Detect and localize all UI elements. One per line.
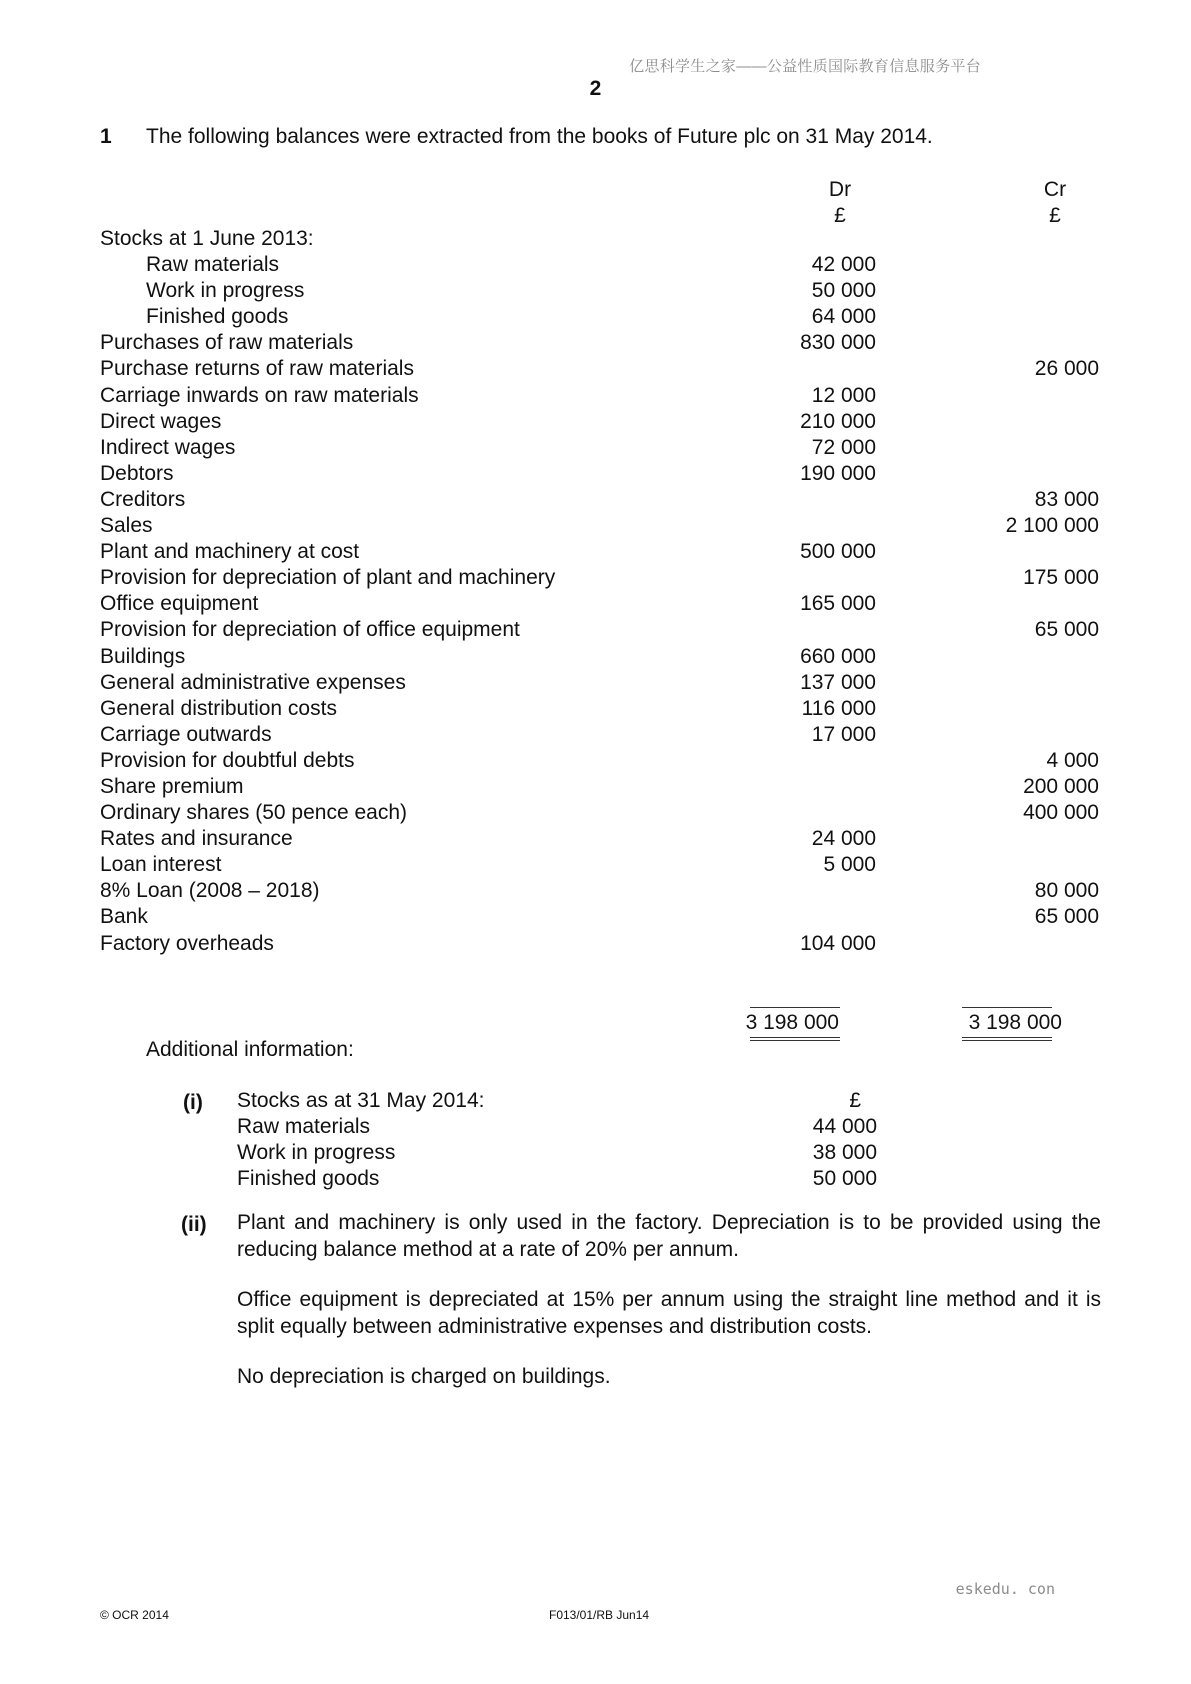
account-name: General distribution costs (100, 696, 337, 720)
debit-amount: 5 000 (823, 853, 876, 877)
table-row (100, 931, 1100, 957)
additional-info-heading: Additional information: (146, 1038, 354, 1061)
debit-amount: 660 000 (800, 644, 876, 668)
dr-total: 3 198 000 (745, 1011, 839, 1034)
debit-label: Dr (828, 178, 852, 201)
debit-amount: 116 000 (801, 696, 876, 720)
question-intro: The following balances were extracted from the books of Future plc on 31 May 2014. (146, 125, 933, 148)
debit-amount: 64 000 (811, 305, 876, 329)
account-name: Debtors (100, 461, 174, 485)
stock-item-value: 38 000 (812, 1141, 877, 1165)
table-row (100, 591, 1100, 617)
debit-amount: 17 000 (811, 722, 876, 746)
table-row (100, 722, 1100, 748)
stock-item-value: 50 000 (812, 1167, 877, 1191)
table-row (100, 800, 1100, 826)
account-name: Raw materials (146, 253, 280, 277)
credit-amount: 26 000 (1034, 357, 1099, 381)
account-name: Stocks at 1 June 2013: (100, 227, 314, 250)
stock-item-label: Work in progress (237, 1141, 396, 1165)
account-name: Ordinary shares (50 pence each) (100, 801, 407, 825)
account-name: Carriage outwards (100, 722, 272, 746)
debit-amount: 137 000 (800, 670, 876, 694)
account-name: Direct wages (100, 409, 222, 433)
dr-total-rule (750, 1007, 840, 1008)
account-name: Rates and insurance (100, 827, 293, 851)
debit-amount: 190 000 (800, 461, 876, 485)
account-name: Provision for doubtful debts (100, 748, 355, 772)
account-name: Factory overheads (100, 931, 274, 955)
cr-total-rule (962, 1007, 1052, 1008)
account-name: Sales (100, 514, 153, 538)
debit-amount: 72 000 (811, 435, 876, 459)
table-row (100, 487, 1100, 513)
account-name: Finished goods (146, 305, 289, 329)
depreciation-plant-paragraph: Plant and machinery is only used in the factory. Depreciation is to be provided using the reducing balance method at a rate of 20% per annum. (237, 1211, 1101, 1261)
table-row (100, 878, 1100, 904)
credit-label: Cr (1043, 178, 1067, 201)
stock-item-label: Raw materials (237, 1115, 371, 1139)
footer-copyright: © OCR 2014 (100, 1608, 169, 1622)
account-name: General administrative expenses (100, 670, 406, 694)
footer-paper-code: F013/01/RB Jun14 (549, 1608, 650, 1622)
table-row (100, 383, 1100, 409)
table-row (100, 435, 1100, 461)
closing-stock-currency: £ (849, 1089, 861, 1112)
stock-item-label: Finished goods (237, 1167, 380, 1191)
account-name: Purchase returns of raw materials (100, 357, 414, 381)
table-row (100, 826, 1100, 852)
credit-column-header (1025, 177, 1085, 229)
table-row (100, 356, 1100, 382)
debit-amount: 500 000 (800, 540, 876, 564)
closing-stock-list (237, 1088, 877, 1192)
table-row (100, 278, 1100, 304)
account-name: Creditors (100, 487, 186, 511)
table-row (100, 852, 1100, 878)
list-item (237, 1140, 877, 1166)
table-row (100, 226, 1100, 252)
table-row (100, 539, 1100, 565)
account-name: Bank (100, 905, 148, 929)
account-name: Provision for depreciation of office equipment (100, 618, 520, 642)
table-row (100, 304, 1100, 330)
account-name: Plant and machinery at cost (100, 540, 360, 564)
debit-amount: 42 000 (811, 253, 876, 277)
table-row (100, 565, 1100, 591)
table-row (100, 696, 1100, 722)
account-name: Share premium (100, 774, 244, 798)
stock-item-value: 44 000 (812, 1115, 877, 1139)
cr-total: 3 198 000 (968, 1011, 1062, 1034)
question-number: 1 (100, 125, 112, 148)
account-name: Purchases of raw materials (100, 331, 354, 355)
table-row (100, 904, 1100, 930)
buildings-depreciation-paragraph: No depreciation is charged on buildings. (237, 1365, 611, 1388)
account-name: Indirect wages (100, 435, 236, 459)
table-row (100, 670, 1100, 696)
credit-amount: 80 000 (1034, 879, 1099, 903)
debit-amount: 165 000 (800, 592, 876, 616)
account-name: Loan interest (100, 853, 222, 877)
credit-amount: 4 000 (1046, 748, 1099, 772)
account-name: Office equipment (100, 592, 259, 616)
table-row (100, 513, 1100, 539)
account-name: Provision for depreciation of plant and machinery (100, 566, 556, 590)
header-watermark: 亿思科学生之家——公益性质国际教育信息服务平台 (629, 58, 981, 75)
credit-currency: £ (1049, 204, 1061, 227)
depreciation-office-paragraph: Office equipment is depreciated at 15% per annum using the straight line method and it is split equally between administrative expenses and distribution costs. (237, 1288, 1101, 1338)
page-number: 2 (589, 77, 602, 100)
account-name: Work in progress (146, 279, 305, 303)
credit-amount: 65 000 (1034, 618, 1099, 642)
debit-amount: 830 000 (800, 331, 876, 355)
table-row (100, 774, 1100, 800)
debit-column-header (810, 177, 870, 229)
debit-amount: 50 000 (811, 279, 876, 303)
cr-total-double-rule (962, 1037, 1052, 1041)
table-row (100, 252, 1100, 278)
debit-amount: 12 000 (811, 383, 876, 407)
footer-watermark: eskedu. con (955, 1580, 1055, 1598)
list-item (237, 1166, 877, 1192)
table-row (100, 617, 1100, 643)
credit-amount: 400 000 (1023, 801, 1099, 825)
credit-amount: 2 100 000 (1005, 514, 1099, 538)
credit-amount: 83 000 (1034, 487, 1099, 511)
item-i-marker: (i) (183, 1091, 203, 1114)
debit-amount: 104 000 (800, 931, 876, 955)
account-name: Carriage inwards on raw materials (100, 383, 419, 407)
credit-amount: 65 000 (1034, 905, 1099, 929)
debit-currency: £ (834, 204, 846, 227)
trial-balance-table (100, 226, 1100, 957)
table-row (100, 409, 1100, 435)
dr-total-double-rule (750, 1037, 840, 1041)
credit-amount: 175 000 (1023, 566, 1099, 590)
table-row (100, 461, 1100, 487)
closing-stock-title-row (237, 1088, 877, 1114)
table-row (100, 748, 1100, 774)
debit-amount: 210 000 (800, 409, 876, 433)
table-row (100, 330, 1100, 356)
debit-amount: 24 000 (811, 827, 876, 851)
list-item (237, 1114, 877, 1140)
account-name: 8% Loan (2008 – 2018) (100, 879, 320, 903)
item-ii-marker: (ii) (181, 1213, 207, 1236)
credit-amount: 200 000 (1023, 774, 1099, 798)
closing-stock-title: Stocks as at 31 May 2014: (237, 1089, 485, 1112)
table-row (100, 644, 1100, 670)
account-name: Buildings (100, 644, 186, 668)
